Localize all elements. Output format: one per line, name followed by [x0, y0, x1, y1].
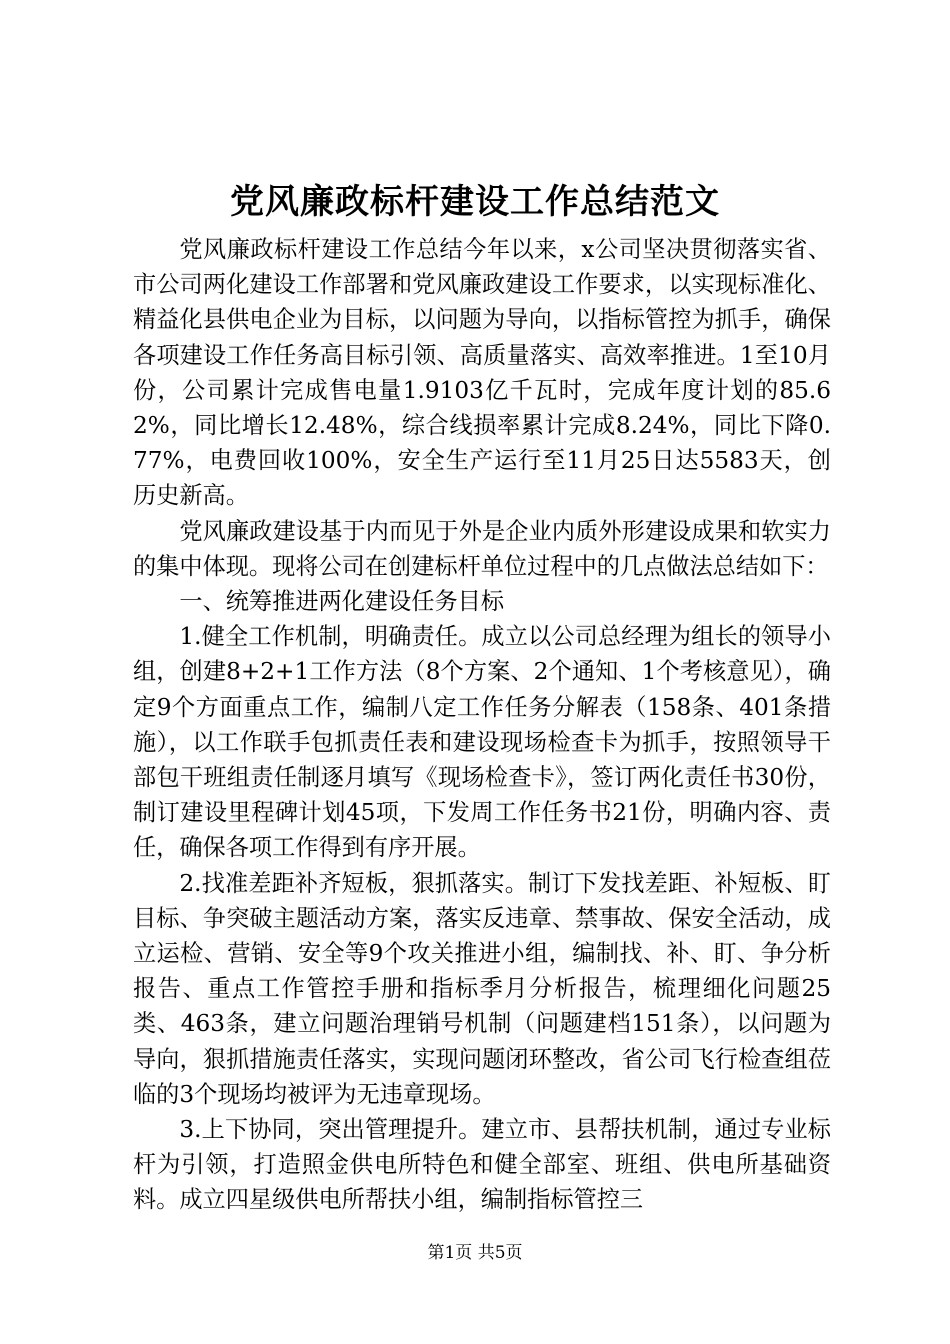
- paragraph-item-2: 2.找准差距补齐短板，狠抓落实。制订下发找差距、补短板、盯目标、争突破主题活动方案，落实反违章、禁事故、保安全活动，成立运检、营销、安全等9个攻关推进小组，编制找、补、盯、争分析报告、重点工作管控手册和指标季月分析报告，梳理细化问题25类、463条，建立问题治理销号机制（问题建档151条），以问题为导向，狠抓措施责任落实，实现问题闭环整改，省公司飞行检查组莅临的3个现场均被评为无违章现场。: [133, 869, 831, 1108]
- paragraph-item-1: 1.健全工作机制，明确责任。成立以公司总经理为组长的领导小组，创建8+2+1工作方法（8个方案、2个通知、1个考核意见），确定9个方面重点工作，编制八定工作任务分解表（158条、401条措施），以工作联手包抓责任表和建设现场检查卡为抓手，按照领导干部包干班组责任制逐月填写《现场检查卡》，签订两化责任书30份，制订建设里程碑计划45项，下发周工作任务书21份，明确内容、责任，确保各项工作得到有序开展。: [133, 623, 831, 862]
- page-number-footer: 第1页 共5页: [427, 1243, 523, 1263]
- document-body: [133, 232, 831, 1218]
- section-heading: 一、统筹推进两化建设任务目标: [179, 588, 505, 616]
- paragraph-intro: 党风廉政标杆建设工作总结今年以来，x公司坚决贯彻落实省、市公司两化建设工作部署和党风廉政建设工作要求，以实现标准化、精益化县供电企业为目标，以问题为导向，以指标管控为抓手，确保各项建设工作任务高目标引领、高质量落实、高效率推进。1至10月份，公司累计完成售电量1.9103亿千瓦时，完成年度计划的85.62%，同比增长12.48%，综合线损率累计完成8.24%，同比下降0.77%，电费回收100%，安全生产运行至11月25日达5583天，创历史新高。: [133, 236, 831, 510]
- paragraph-item-3: 3.上下协同，突出管理提升。建立市、县帮扶机制，通过专业标杆为引领，打造照金供电所特色和健全部室、班组、供电所基础资料。成立四星级供电所帮扶小组，编制指标管控三: [133, 1116, 831, 1214]
- paragraph-summary: 党风廉政建设基于内而见于外是企业内质外形建设成果和软实力的集中体现。现将公司在创建标杆单位过程中的几点做法总结如下：: [133, 517, 831, 580]
- document-title: 党风廉政标杆建设工作总结范文: [230, 182, 720, 222]
